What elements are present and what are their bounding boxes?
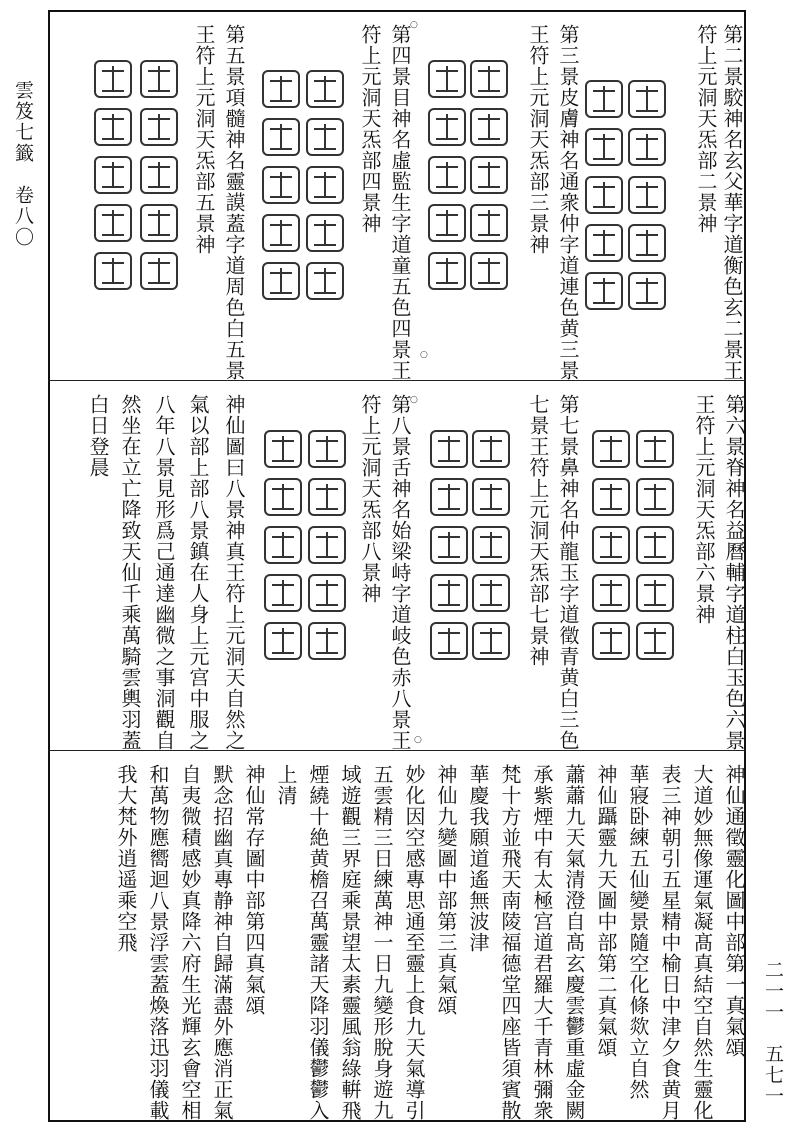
text-column: 第五景項髓神名靈謨蓋字道周色白五景 [222,24,246,381]
seal-script-glyph [140,60,178,300]
text-column: 第八景舌神名始梁峙字道岐色赤八景王 [388,394,412,751]
text-column: 上清 [274,764,298,806]
text-column: 符上元洞天炁部二景神 [694,24,718,234]
seal-script-glyph [470,60,508,300]
text-column: 第六景脊神名益曆輔字道柱白玉色六景 [722,394,746,751]
text-column: 我大梵外逍遥乘空飛 [114,764,138,953]
text-column: 神仙躡靈九天圖中部第二真氣頌 [594,764,618,1058]
text-column: 王符上元洞天炁部五景神 [192,24,216,255]
text-column: 八年八景見形爲己通達幽微之事洞觀自 [152,394,176,751]
text-column: 承紫煙中有太極宫道君羅大千青林彌衆 [530,764,554,1121]
seal-script-glyph [592,430,630,670]
text-column: 神仙圖曰八景神真王符上元洞天自然之 [222,394,246,751]
seal-script-glyph [636,430,674,670]
text-column: 五雲精三日練萬神一日九變形脫身遊九 [370,764,394,1121]
text-column: 神仙通徵靈化圖中部第一真氣頌 [722,764,746,1058]
seal-script-glyph [262,70,300,310]
text-column: 第四景目神名虛監生字道童五色四景王 [388,24,412,381]
text-column: 神仙九變圖中部第三真氣頌 [434,764,458,1016]
text-column: 域遊觀三界庭乘景望太素靈風翁綠輧飛 [338,764,362,1121]
seal-script-glyph [94,60,132,300]
small-circle-mark: ○ [410,395,418,405]
text-column: 自夷微積感妙真降六府生光輝玄會空相 [178,764,202,1121]
text-column: 第七景鼻神名仲龍玉字道徵青黄白三色 [556,394,580,751]
small-circle-mark: ○ [420,350,428,360]
small-circle-mark: ○ [410,20,418,30]
text-column: 氣以部上部八景鎮在人身上元宫中服之 [186,394,210,751]
seal-script-glyph [585,80,623,320]
seal-script-glyph [264,430,302,670]
seal-script-glyph [472,430,510,670]
text-column: 第三景皮膚神名通衆仲字道連色黄三景 [556,24,580,381]
text-column: 妙化因空感專思通至靈上食九天氣導引 [402,764,426,1121]
left-margin-title: 雲笈七籤 卷八〇 [12,80,34,248]
text-column: 王符上元洞天炁部三景神 [526,24,550,255]
text-column: 符上元洞天炁部四景神 [358,24,382,234]
text-column: 王符上元洞天炁部六景神 [692,394,716,625]
seal-script-glyph [308,430,346,670]
seal-script-glyph [306,70,344,310]
text-column: 蕭蕭九天氣清澄自髙玄慶雲鬱重虛金闕 [562,764,586,1121]
right-margin-page: 二一一 五七一 [762,960,784,1107]
text-column: 符上元洞天炁部八景神 [358,394,382,604]
text-column: 和萬物應嚮迴八景浮雲蓋煥落迅羽儀載 [146,764,170,1121]
text-column: 神仙常存圖中部第四真氣頌 [242,764,266,1016]
text-column: 梵十方並飛天南陵福德堂四座皆須賓散 [498,764,522,1121]
text-column: 默念招幽真專静神自歸滿盡外應消正氣 [210,764,234,1121]
small-circle-mark: ○ [414,735,422,745]
seal-script-glyph [628,80,666,320]
text-column: 白日登晨 [86,394,110,478]
text-column: 大道妙無像運氣凝髙真結空自然生靈化 [690,764,714,1121]
text-column: 華慶我願道遙無波津 [466,764,490,953]
text-column: 煙繞十絶黄檐召萬靈諸天降羽儀鬱鬱入 [306,764,330,1121]
seal-script-glyph [430,430,468,670]
text-column: 七景王符上元洞天炁部七景神 [526,394,550,667]
text-column: 然坐在立亡降致天仙千乘萬騎雲輿羽蓋 [118,394,142,751]
text-column: 表三神朝引五星精中榆日中津夕食黄月 [658,764,682,1121]
text-column: 第二景駮神名玄父華字道衡色玄二景王 [720,24,744,381]
text-column: 華寢卧練五仙變景隨空化條欻立自然 [626,764,650,1100]
seal-script-glyph [428,60,466,300]
